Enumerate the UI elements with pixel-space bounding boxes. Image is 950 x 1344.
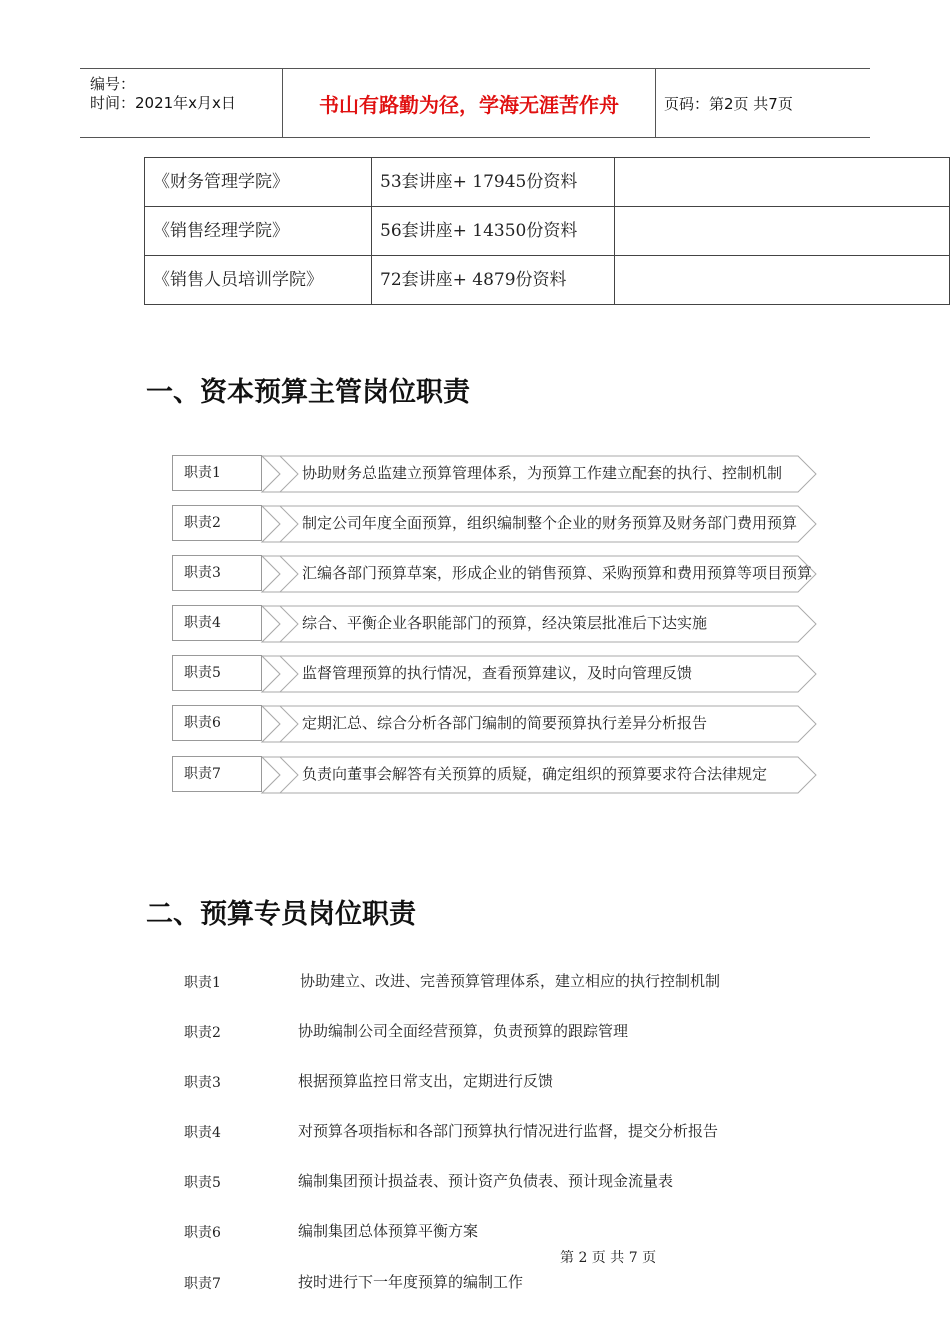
duty-label: 职责6 [172,705,262,741]
header-meta [80,69,283,137]
section1-title: 一、资本预算主管岗位职责 [146,377,470,408]
doc-number-label: 编号： [90,75,136,93]
resource-name: 《财务管理学院》 [145,158,372,207]
duty-text: 负责向董事会解答有关预算的质疑，确定组织的预算要求符合法律规定 [302,765,768,783]
doc-date: 时间：2021年x月x日 [90,94,236,112]
duty-text: 制定公司年度全面预算，组织编制整个企业的财务预算及财务部门费用预算 [302,514,798,532]
duty-text: 汇编各部门预算草案，形成企业的销售预算、采购预算和费用预算等项目预算 [302,564,813,582]
page-header [80,68,870,138]
duty-label: 职责1 [184,975,221,991]
duty-label: 职责5 [172,655,262,691]
duty-label: 职责5 [184,1175,221,1191]
duty-text: 对预算各项指标和各部门预算执行情况进行监督，提交分析报告 [298,1122,719,1140]
duty-text: 协助财务总监建立预算管理体系，为预算工作建立配套的执行、控制机制 [302,464,783,482]
duty-text: 综合、平衡企业各职能部门的预算，经决策层批准后下达实施 [302,614,708,632]
duty-label: 职责2 [172,505,262,541]
duty-label: 职责4 [184,1125,221,1141]
duty-label: 职责6 [184,1225,221,1241]
header-page-info: 页码：第2页 共7页 [664,94,793,113]
resource-name: 《销售人员培训学院》 [145,256,372,305]
resource-content: 56套讲座+ 14350份资料 [372,207,615,256]
resource-content-text: 53套讲座+ 17945份资料 [380,172,578,192]
duty-label: 职责2 [184,1025,221,1041]
resource-table [144,157,950,305]
resource-name: 《销售经理学院》 [145,207,372,256]
duty-text: 定期汇总、综合分析各部门编制的简要预算执行差异分析报告 [302,714,708,732]
table-row [145,158,950,207]
page-footer: 第 2 页 共 7 页 [560,1250,657,1266]
duty-text: 监督管理预算的执行情况，查看预算建议，及时向管理反馈 [302,664,693,682]
resource-note [615,207,950,256]
resource-note [615,158,950,207]
header-motto: 书山有路勤为径，学海无涯苦作舟 [283,69,656,137]
resource-content [372,158,615,207]
duty-text: 协助建立、改进、完善预算管理体系，建立相应的执行控制机制 [300,972,721,990]
duty-text: 编制集团预计损益表、预计资产负债表、预计现金流量表 [298,1172,674,1190]
resource-content: 72套讲座+ 4879份资料 [372,256,615,305]
duty-text: 协助编制公司全面经营预算，负责预算的跟踪管理 [298,1022,629,1040]
duty-label: 职责1 [172,455,262,491]
duty-label: 职责7 [172,756,262,792]
duty-text: 编制集团总体预算平衡方案 [298,1222,479,1240]
duty-text: 按时进行下一年度预算的编制工作 [298,1273,524,1291]
duty-text: 根据预算监控日常支出，定期进行反馈 [298,1072,554,1090]
duty-label: 职责4 [172,605,262,641]
duty-label: 职责7 [184,1276,221,1292]
table-row [145,207,950,256]
table-row [145,256,950,305]
resource-note [615,256,950,305]
duty-label: 职责3 [172,555,262,591]
duty-label: 职责3 [184,1075,221,1091]
section2-title: 二、预算专员岗位职责 [146,899,416,930]
